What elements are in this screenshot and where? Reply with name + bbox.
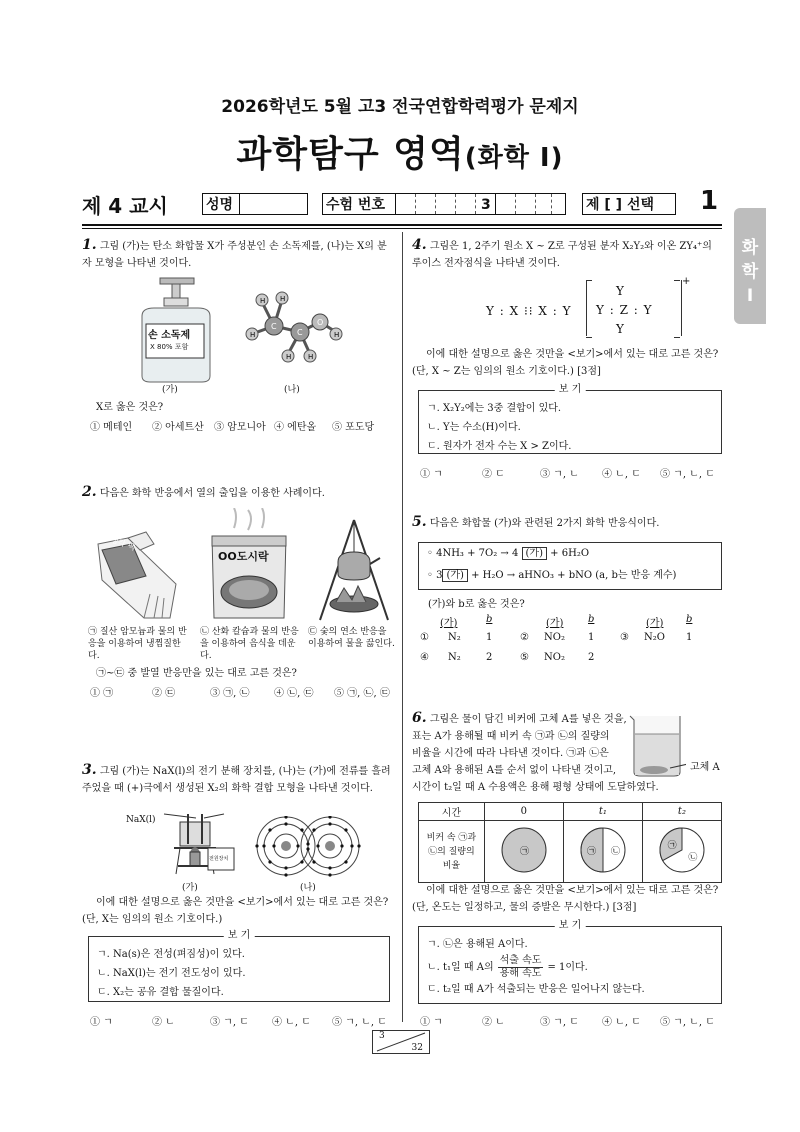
q5-option-5-b: 2 <box>588 652 595 663</box>
q5-options <box>420 632 730 672</box>
svg-text:H: H <box>260 297 266 305</box>
column-divider <box>402 232 403 1022</box>
bracket-right-caps <box>674 280 680 338</box>
lewis-zy4: Y : Z : Y <box>596 303 653 317</box>
q5-col-a-3: (가) <box>646 618 664 629</box>
subject-title <box>0 126 800 177</box>
svg-text:C: C <box>271 322 277 331</box>
eq2-right: + H₂O → aHNO₃ + bNO (a, b는 반응 계수) <box>471 570 677 581</box>
q1-number: 1. <box>82 237 97 253</box>
q1-choice-2[interactable]: ② 아세트산 <box>152 422 204 433</box>
q4-bogi-1: ㄱ. X₂Y₂에는 3중 결합이 있다. <box>427 403 562 414</box>
glove-label: 냉각 팩 <box>109 534 137 553</box>
q3-bogi-title: 보 기 <box>224 929 255 943</box>
exam-number-digit: 3 <box>481 197 491 213</box>
q5-option-2-num[interactable]: ② <box>520 632 529 643</box>
q4-question: 이에 대한 설명으로 옳은 것만을 <보기>에서 있는 대로 고른 것은? (단, X ~ Z는 임의의 원소 기호이다.) [3점] <box>412 349 719 377</box>
q3-bogi-box <box>88 930 390 1002</box>
cold-pack-glove-icon <box>88 524 193 622</box>
q5-option-1-num[interactable]: ① <box>420 632 429 643</box>
q4-choice-5[interactable]: ⑤ ㄱ, ㄴ, ㄷ <box>660 469 715 480</box>
eq1-right: + 6H₂O <box>550 548 590 559</box>
q6-text-5: 시간이 t₂일 때 A 수용액은 용해 평형 상태에 도달하였다. <box>412 782 659 793</box>
q3-choices <box>90 1013 400 1027</box>
q5-col-a-1: (가) <box>440 618 458 629</box>
name-box[interactable] <box>202 193 308 215</box>
bracket-left-caps <box>586 280 592 338</box>
lewis-top-y: Y <box>616 284 624 298</box>
lunch-bag-label: OO도시락 <box>218 550 269 563</box>
q4-choices <box>420 465 730 479</box>
q6-bogi-box <box>418 920 722 1004</box>
q6-pie-cell-t2 <box>642 821 721 883</box>
q5-stem <box>412 514 724 532</box>
q6-bogi-2-post: = 1이다. <box>547 961 588 973</box>
q1-choice-3[interactable]: ③ 암모니아 <box>214 422 266 433</box>
ethanol-molecule-model-icon <box>240 288 350 368</box>
q5-option-1-b: 1 <box>486 632 493 643</box>
q6-th-time: 시간 <box>419 803 485 821</box>
header-rule <box>82 224 722 226</box>
lewis-x2y2: Y : X ⁝⁝ X : Y <box>486 304 572 318</box>
bottle-label: 손 소독제 <box>148 330 191 341</box>
q4-number: 4. <box>412 237 427 253</box>
q4-stem <box>412 237 724 272</box>
q3-choice-3[interactable]: ③ ㄱ, ㄷ <box>210 1017 249 1028</box>
q5-equation-1 <box>427 543 713 565</box>
ratio-pie-time-t2 <box>657 825 707 875</box>
q6-pie-cell-0 <box>484 821 563 883</box>
exam-number-label: 수험 번호 <box>326 197 385 213</box>
q5-equation-2 <box>427 565 713 587</box>
q2-item-b: ㉡ 산화 칼슘과 물의 반응을 이용하여 음식을 데운다. <box>200 627 299 661</box>
q1-choice-1[interactable]: ① 메테인 <box>90 422 133 433</box>
q4-choice-4[interactable]: ④ ㄴ, ㄷ <box>602 469 641 480</box>
q4-choice-2[interactable]: ② ㄷ <box>482 469 505 480</box>
q6-th-t2: t₂ <box>642 803 721 821</box>
header-rule-thin <box>82 228 722 229</box>
q6-fraction-denominator: 용해 속도 <box>499 967 542 979</box>
q6-text-4: 고체 A와 용해된 A를 순서 없이 나타낸 것이고, <box>412 765 617 776</box>
q2-number: 2. <box>82 484 97 500</box>
q5-col-a-2: (가) <box>546 618 564 629</box>
q3-choice-1[interactable]: ① ㄱ <box>90 1017 113 1028</box>
q6-stem <box>412 710 659 796</box>
q4-bogi-2: ㄴ. Y는 수소(H)이다. <box>427 422 521 433</box>
q6-choice-4[interactable]: ④ ㄴ, ㄷ <box>602 1017 641 1028</box>
period-label: 제 4 교시 <box>82 194 168 218</box>
svg-text:H: H <box>334 331 340 339</box>
q2-choice-4[interactable]: ④ ㉡, ㉢ <box>274 688 314 699</box>
svg-text:H: H <box>280 295 286 303</box>
ratio-pie-time-t1 <box>578 825 628 875</box>
q6-text-3: 비율을 시간에 따라 나타낸 것이다. ㉠과 ㉡은 <box>412 748 609 759</box>
q4-bogi-3: ㄷ. 원자가 전자 수는 X > Z이다. <box>427 441 572 452</box>
svg-text:H: H <box>308 353 314 361</box>
q3-choice-5[interactable]: ⑤ ㄱ, ㄴ, ㄷ <box>332 1017 387 1028</box>
q1-question: X로 옳은 것은? <box>96 402 164 413</box>
q5-option-2-b: 1 <box>588 632 595 643</box>
q2-choice-2[interactable]: ② ㉢ <box>152 688 176 699</box>
q5-col-b-2: b <box>588 614 595 625</box>
x2-covalent-bond-model-icon <box>252 816 364 878</box>
q3-question: 이에 대한 설명으로 옳은 것만을 <보기>에서 있는 대로 고른 것은? (단, X는 임의의 원소 기호이다.) <box>82 897 389 925</box>
page-total: 32 <box>411 1043 423 1053</box>
subject-side-tab <box>734 208 766 324</box>
q1-choice-5[interactable]: ⑤ 포도당 <box>332 422 375 433</box>
selection-label: 제 [ ] 선택 <box>586 197 654 213</box>
q2-choices <box>90 684 400 698</box>
page-indicator <box>372 1030 430 1054</box>
q3-caption-b: (나) <box>300 883 316 893</box>
q2-question: ㉠~㉢ 중 발열 반응만을 있는 대로 고른 것은? <box>96 668 297 679</box>
q6-text-1: 그림은 물이 담긴 비커에 고체 A를 넣은 것을, <box>429 714 627 725</box>
eq1-left: ◦ 4NH₃ + 7O₂ → 4 <box>427 548 519 559</box>
q5-col-b-1: b <box>486 614 493 625</box>
name-label: 성명 <box>206 197 234 213</box>
svg-text:O: O <box>317 318 324 327</box>
q6-choices <box>420 1013 730 1027</box>
q1-caption-a: (가) <box>162 385 178 395</box>
bottle-sub-label: X 80% 포함 <box>150 343 189 351</box>
q3-stem <box>82 762 394 797</box>
q6-bogi-2-pre: ㄴ. t₁일 때 A의 <box>427 961 494 973</box>
q2-item-a: ㉠ 질산 암모늄과 물의 반응을 이용하여 냉찜질한다. <box>88 627 187 661</box>
q6-choice-3[interactable]: ③ ㄱ, ㄷ <box>540 1017 579 1028</box>
q6-th-0: 0 <box>484 803 563 821</box>
q2-choice-1[interactable]: ① ㉠ <box>90 688 114 699</box>
q2-stem <box>82 484 392 502</box>
q5-col-b-3: b <box>686 614 693 625</box>
beaker-label: 고체 A <box>690 762 720 773</box>
side-tab-char-1: 화 <box>741 238 759 258</box>
exam-title: 2026학년도 5월 고3 전국연합학력평가 문제지 <box>221 97 579 117</box>
q6-line-1 <box>412 710 642 728</box>
q5-option-4-a: N₂ <box>448 652 461 663</box>
q3-bogi-3: ㄷ. X₂는 공유 결합 물질이다. <box>97 987 224 998</box>
q6-pie-cell-t1 <box>563 821 642 883</box>
q3-caption-a: (가) <box>182 883 198 893</box>
q6-choice-2[interactable]: ② ㄴ <box>482 1017 505 1028</box>
q4-choice-1[interactable]: ① ㄱ <box>420 469 443 480</box>
svg-text:H: H <box>250 331 256 339</box>
pie-label-a: ㉠ <box>586 847 596 857</box>
q4-bogi-title: 보 기 <box>555 383 586 397</box>
q2-choice-5[interactable]: ⑤ ㉠, ㉡, ㉢ <box>334 688 390 699</box>
q5-option-4-b: 2 <box>486 652 493 663</box>
page-number-big: 1 <box>700 186 719 216</box>
eq2-compound-box: (가) <box>442 569 467 582</box>
q3-number: 3. <box>82 762 97 778</box>
selection-box[interactable] <box>582 193 676 215</box>
q5-option-5-num[interactable]: ⑤ <box>520 652 529 663</box>
campfire-kettle-tripod-icon <box>314 518 394 622</box>
q1-choice-4[interactable]: ④ 에탄올 <box>274 422 317 433</box>
pie-label-a: ㉠ <box>519 847 529 857</box>
apparatus-label: NaX(l) <box>126 815 156 825</box>
q3-bogi-1: ㄱ. Na(s)은 전성(펴짐성)이 있다. <box>97 949 245 960</box>
q5-option-4-num[interactable]: ④ <box>420 652 429 663</box>
q3-choice-4[interactable]: ④ ㄴ, ㄷ <box>272 1017 311 1028</box>
q2-text: 다음은 화학 반응에서 열의 출입을 이용한 사례이다. <box>99 488 325 499</box>
q4-text: 그림은 1, 2주기 원소 X ~ Z로 구성된 분자 X₂Y₂와 이온 ZY₄⁺의 루이스 전자점식을 나타낸 것이다. <box>412 241 712 269</box>
q6-number: 6. <box>412 710 427 726</box>
q6-fraction-numerator: 석출 속도 <box>499 954 542 966</box>
pie-label-a: ㉠ <box>667 840 677 851</box>
q2-choice-3[interactable]: ③ ㉠, ㉡ <box>210 688 250 699</box>
eq1-compound-box: (가) <box>522 547 547 560</box>
q6-bogi-3: ㄷ. t₂일 때 A가 석출되는 반응은 일어나지 않는다. <box>427 984 645 995</box>
q5-number: 5. <box>412 514 427 530</box>
subject-sub: (화학 Ⅰ) <box>464 143 564 173</box>
ion-charge: + <box>682 276 691 287</box>
q1-text: 그림 (가)는 탄소 화합물 X가 주성분인 손 소독제를, (나)는 X의 분자 모형을 나타낸 것이다. <box>82 241 387 269</box>
eq2-left: ◦ 3 <box>427 570 443 581</box>
q6-bogi-title: 보 기 <box>555 919 586 933</box>
q3-choice-2[interactable]: ② ㄴ <box>152 1017 175 1028</box>
self-heating-lunch-bag-icon <box>204 508 294 624</box>
q4-choice-3[interactable]: ③ ㄱ, ㄴ <box>540 469 579 480</box>
q6-ratio-table <box>418 802 722 883</box>
q5-text: 다음은 화합물 (가)와 관련된 2가지 화학 반응식이다. <box>429 518 660 529</box>
exam-number-box[interactable] <box>322 193 566 215</box>
q5-option-3-num[interactable]: ③ <box>620 632 629 643</box>
q5-option-2-a: NO₂ <box>544 632 565 643</box>
q5-option-1-a: N₂ <box>448 632 461 643</box>
q1-caption-b: (나) <box>284 385 300 395</box>
page-current: 3 <box>379 1031 385 1041</box>
q1-stem <box>82 237 392 272</box>
q4-bogi-box <box>418 384 722 454</box>
beaker-with-solid-icon <box>626 712 686 780</box>
power-supply-label: 전원장치 <box>209 856 229 862</box>
q5-equation-box <box>418 542 722 590</box>
electrolysis-apparatus-icon <box>160 812 240 878</box>
svg-text:H: H <box>286 353 292 361</box>
pie-label-b: ㉡ <box>688 853 698 864</box>
ratio-pie-time-0 <box>499 825 549 875</box>
q6-question: 이에 대한 설명으로 옳은 것만을 <보기>에서 있는 대로 고른 것은? (단, 온도는 일정하고, 물의 증발은 무시한다.) [3점] <box>412 885 719 913</box>
q2-item-c: ㉢ 숯의 연소 반응을 이용하여 물을 끓인다. <box>308 627 395 649</box>
q6-th-t1: t₁ <box>563 803 642 821</box>
q6-fraction <box>498 955 544 980</box>
q6-choice-1[interactable]: ① ㄱ <box>420 1017 443 1028</box>
q5-option-5-a: NO₂ <box>544 652 565 663</box>
pie-label-b: ㉡ <box>610 847 620 857</box>
side-tab-char-2: 학 <box>741 262 759 282</box>
q5-option-3-b: 1 <box>686 632 693 643</box>
subject-main: 과학탐구 영역 <box>236 134 465 175</box>
q6-bogi-2 <box>427 954 713 980</box>
side-tab-char-3: Ⅰ <box>746 286 754 306</box>
q5-option-3-a: N₂O <box>644 632 665 643</box>
q6-text-2: 표는 A가 용해될 때 비커 속 ㉠과 ㉡의 질량의 <box>412 731 610 742</box>
q1-choices <box>90 418 400 432</box>
q5-question: (가)와 b로 옳은 것은? <box>428 599 525 610</box>
lewis-bottom-y: Y <box>616 322 624 336</box>
q3-bogi-2: ㄴ. NaX(l)는 전기 전도성이 있다. <box>97 968 246 979</box>
svg-text:C: C <box>297 328 303 337</box>
q3-text: 그림 (가)는 NaX(l)의 전기 분해 장치를, (나)는 (가)에 전류를 흘려주었을 때 (+)극에서 생성된 X₂의 화학 결합 모형을 나타낸 것이다. <box>82 766 391 794</box>
q6-choice-5[interactable]: ⑤ ㄱ, ㄴ, ㄷ <box>660 1017 715 1028</box>
q6-row-label: 비커 속 ㉠과 ㉡의 질량의 비율 <box>419 821 485 883</box>
q6-bogi-1: ㄱ. ㉡은 용해된 A이다. <box>427 939 528 950</box>
